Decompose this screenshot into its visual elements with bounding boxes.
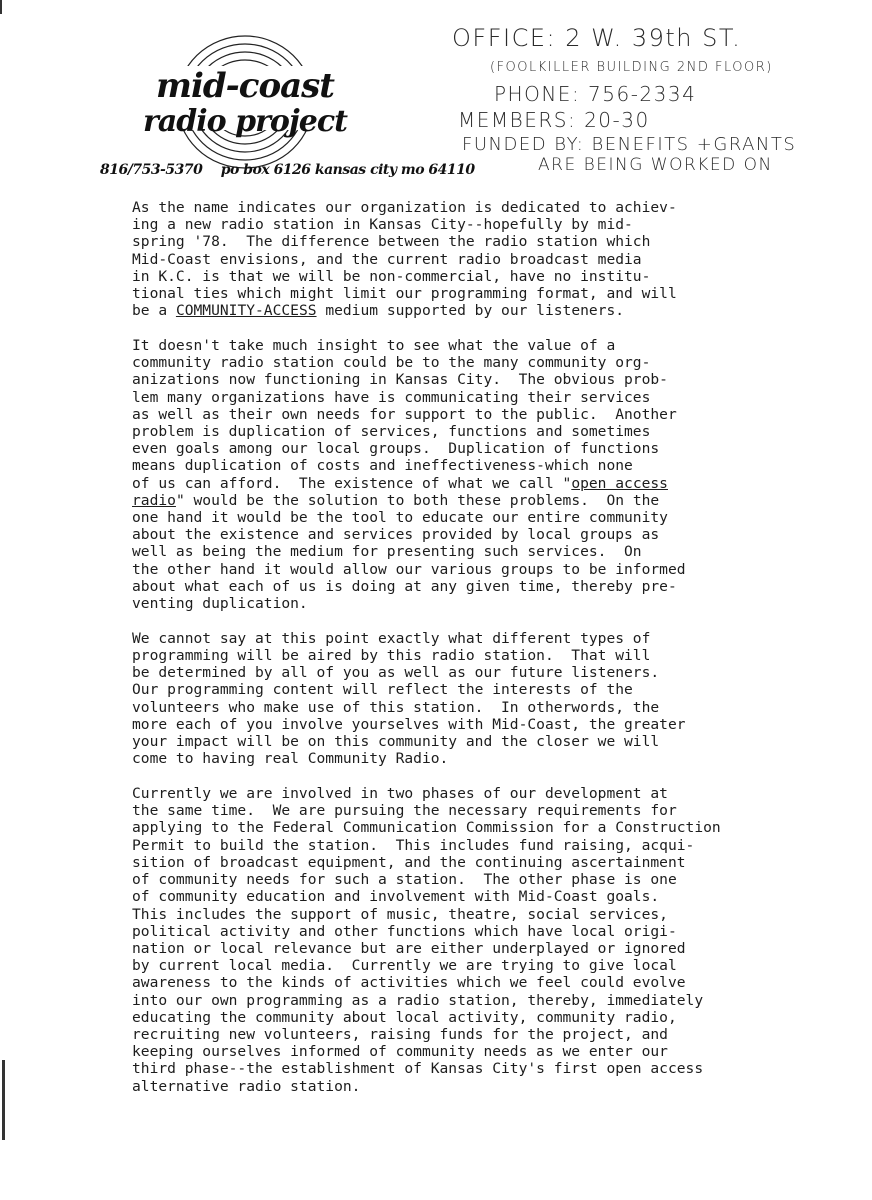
paragraph-phases: Currently we are involved in two phases of our development at the same time. We are pursuing the necessary requirements for applying to the Federal Communication Commission for a Construction Permit to build the station. This includes fund raising, acqui- sition of broadcast equipment, and the continuing ascertainment of community needs for such a station. The other phase is one of community education and involvement with Mid-Coast goals. This includes the support of music, theatre, social services, political activity and other functions which have local origi- nation or local relevance but are either underplayed or ignored by current local media. Currently we are trying to give local awareness to the kinds of activities which we feel could evolve into our own programming as a radio station, thereby, immediately educating the community about local activity, community radio, recruiting new volunteers, raising funds for the project, and keeping ourselves informed of community needs as we enter our third phase--the establishment of Kansas City's first open access alternative radio station. <box>132 785 721 1095</box>
mid-coast-logo <box>140 26 350 176</box>
paragraph-intro: As the name indicates our organization is dedicated to achiev- ing a new radio station in Kansas City--hopefully by mid- spring '78. The difference between the radio station which Mid-Coast envisions, and the current radio broadcast media in K.C. is that we will be non-commercial, have no institu- tional ties which might limit our programming format, and will be a COMMUNITY-ACCESS medium supported by our listeners. <box>132 199 677 320</box>
office-address: OFFICE: 2 W. 39th ST. <box>452 24 742 52</box>
corner-mark <box>0 0 10 14</box>
logo-line-1: mid-coast <box>155 66 335 106</box>
paragraph-value: It doesn't take much insight to see what the value of a community radio station could be to the many community org- anizations now functioning in Kansas City. The obvious prob- lem many organizations have is communicating their services as well as their own needs for support to the public. Another problem is duplication of services, functions and sometimes even goals among our local groups. Duplication of functions means duplication of costs and ineffectiveness-which none of us can afford. The existence of what we call "open access radio" would be the solution to both these problems. On the one hand it would be the tool to educate our entire community about the existence and services provided by local groups as well as being the medium for presenting such services. On the other hand it would allow our various groups to be informed about what each of us is doing at any given time, thereby pre- venting duplication. <box>132 337 686 613</box>
contact-phone: 816/753-5370 <box>100 162 203 178</box>
mailing-address: po box 6126 kansas city mo 64110 <box>220 162 475 178</box>
funding-line-1: FUNDED BY: BENEFITS +GRANTS <box>462 134 797 155</box>
margin-mark <box>2 1060 5 1140</box>
phone-number: PHONE: 756-2334 <box>494 82 697 106</box>
building-note: (FOOLKILLER BUILDING 2ND FLOOR) <box>490 60 773 75</box>
paragraph-programming: We cannot say at this point exactly what different types of programming will be aired by this radio station. That will be determined by all of you as well as our future listeners. Our programming content will reflect the interests of the volunteers who make use of this station. In otherwords, the more each of you involve yourselves with Mid-Coast, the greater your impact will be on this community and the closer we will come to having real Community Radio. <box>132 629 686 768</box>
letter-body <box>132 199 832 1112</box>
underlined-community-access: COMMUNITY-ACCESS <box>175 302 317 320</box>
members-count: MEMBERS: 20-30 <box>458 108 650 132</box>
funding-line-2: ARE BEING WORKED ON <box>538 155 773 175</box>
logo-line-2: radio project <box>143 104 347 139</box>
underlined-open-access-radio: open access radio <box>132 474 668 509</box>
contact-line <box>100 162 489 178</box>
